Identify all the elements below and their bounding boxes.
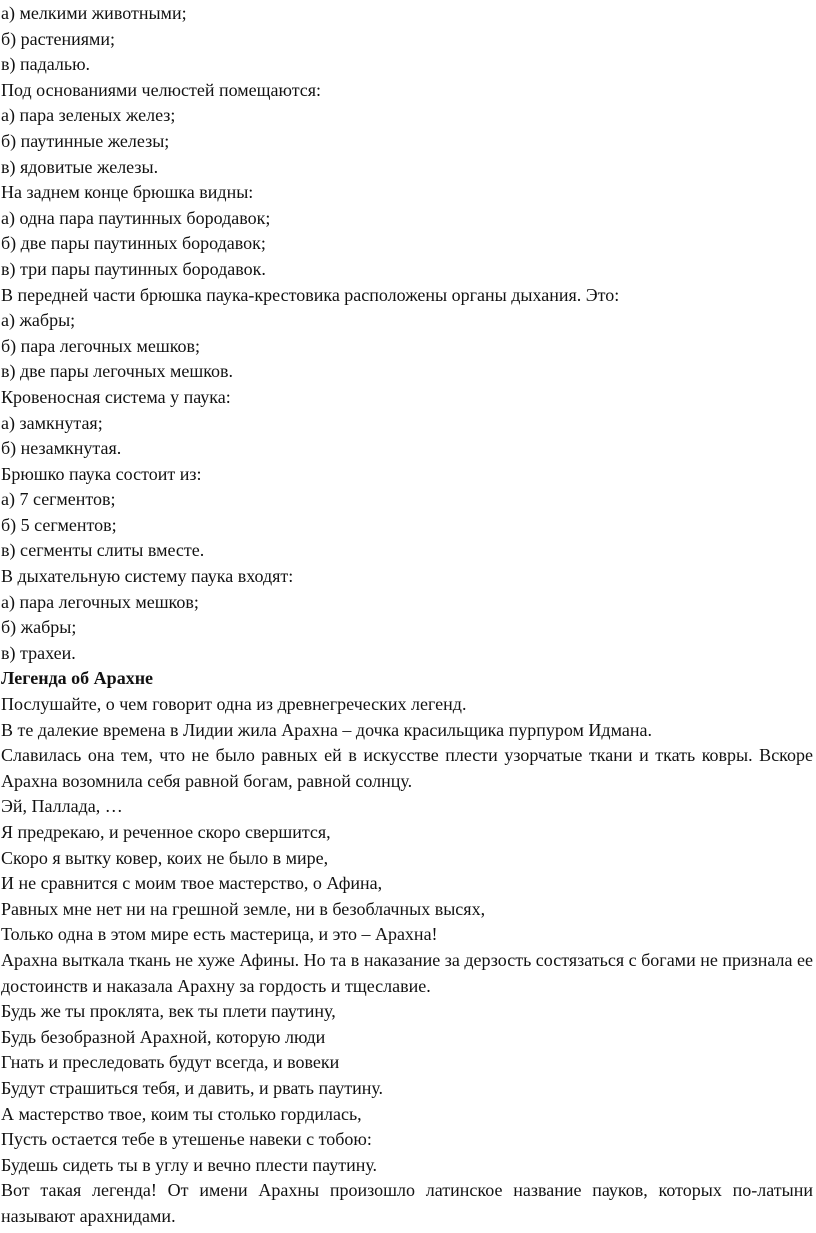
answer-option: а) замкнутая; <box>1 412 103 433</box>
legend-paragraph: В те далекие времена в Лидии жила Арахна – дочка красильщика пурпуром Идмана. <box>1 719 652 740</box>
verse-line: Будь безобразной Арахной, которую люди <box>1 1026 326 1047</box>
legend-paragraph: Арахна выткала ткань не хуже Афины. Но та в наказание за дерзость состязаться с богами не признала ее достоинств и наказала Арахну за гордость и тщеславие. <box>1 949 813 996</box>
quiz-question-2 <box>1 180 813 282</box>
answer-option: б) паутинные железы; <box>1 130 170 151</box>
verse-line: Будь же ты проклята, век ты плети паутину, <box>1 1001 336 1022</box>
legend-intro: Послушайте, о чем говорит одна из древнегреческих легенд. <box>1 694 467 715</box>
answer-option: в) трахеи. <box>1 642 76 663</box>
question-text: Под основаниями челюстей помещаются: <box>1 79 322 100</box>
verse-block <box>1 999 813 1178</box>
answer-option: б) 5 сегментов; <box>1 514 117 535</box>
quiz-question-3 <box>1 283 813 385</box>
verse-line: Скоро я вытку ковер, коих не было в мире, <box>1 847 329 868</box>
answer-option: а) пара легочных мешков; <box>1 591 199 612</box>
answer-option: а) пара зеленых желез; <box>1 105 176 126</box>
answer-option: в) ядовитые железы. <box>1 156 159 177</box>
verse-line: Будешь сидеть ты в углу и вечно плести паутину. <box>1 1154 378 1175</box>
question-text: Кровеносная система у паука: <box>1 386 231 407</box>
question-text: Брюшко паука состоит из: <box>1 463 202 484</box>
answer-option: б) жабры; <box>1 617 77 638</box>
verse-line: Только одна в этом мире есть мастерица, и это – Арахна! <box>1 924 438 945</box>
question-text: В передней части брюшка паука-крестовика расположены органы дыхания. Это: <box>1 284 620 305</box>
legend-paragraph: Славилась она тем, что не было равных ей в искусстве плести узорчатые ткани и ткать ковры. Вскоре Арахна возомнила себя равной богам, равной солнцу. <box>1 745 813 791</box>
verse-line: И не сравнится с моим твое мастерство, о Афина, <box>1 873 383 894</box>
verse-line: А мастерство твое, коим ты столько гордилась, <box>1 1103 362 1124</box>
legend-title: Легенда об Арахне <box>1 668 154 689</box>
verse-block <box>1 794 813 948</box>
verse-line: Пусть остается тебе в утешенье навеки с тобою: <box>1 1129 372 1150</box>
verse-line: Равных мне нет ни на грешной земле, ни в безоблачных высях, <box>1 898 486 919</box>
answer-option: б) растениями; <box>1 28 116 49</box>
answer-option: а) жабры; <box>1 310 76 331</box>
verse-line: Гнать и преследовать будут всегда, и вовеки <box>1 1052 340 1073</box>
question-text: На заднем конце брюшка видны: <box>1 182 254 203</box>
legend-section <box>1 666 813 1229</box>
answer-option: б) две пары паутинных бородавок; <box>1 233 266 254</box>
legend-conclusion: Вот такая легенда! От имени Арахны произошло латинское название пауков, которых по-латыни называют арахнидами. <box>1 1180 813 1226</box>
document-page <box>1 1 813 1230</box>
answer-option: в) сегменты слиты вместе. <box>1 540 205 561</box>
verse-line: Будут страшиться тебя, и давить, и рвать паутину. <box>1 1077 384 1098</box>
answer-option: б) пара легочных мешков; <box>1 335 201 356</box>
answer-option: а) мелкими животными; <box>1 3 187 23</box>
quiz-question-5 <box>1 462 813 564</box>
answer-option: в) две пары легочных мешков. <box>1 361 234 382</box>
verse-line: Эй, Паллада, … <box>1 796 123 817</box>
question-text: В дыхательную систему паука входят: <box>1 566 294 587</box>
answer-option: а) одна пара паутинных бородавок; <box>1 207 271 228</box>
verse-line: Я предрекаю, и реченное скоро свершится, <box>1 822 331 842</box>
answer-option: б) незамкнутая. <box>1 438 122 459</box>
answer-option: в) падалью. <box>1 54 91 75</box>
quiz-question-0 <box>1 1 813 78</box>
quiz-question-4 <box>1 385 813 462</box>
answer-option: в) три пары паутинных бородавок. <box>1 258 266 279</box>
quiz-question-6 <box>1 564 813 666</box>
quiz-question-1 <box>1 78 813 180</box>
answer-option: а) 7 сегментов; <box>1 489 116 510</box>
